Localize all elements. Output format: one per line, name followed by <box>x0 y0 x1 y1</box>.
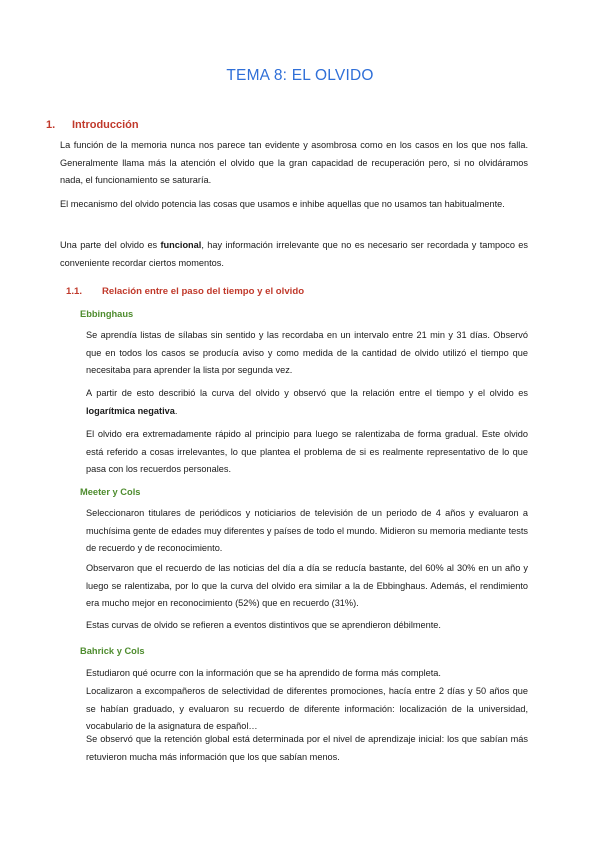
intro-paragraph-2: El mecanismo del olvido potencia las cosas que usamos e inhibe aquellas que no usamos tan habitualmente. <box>60 199 505 209</box>
section-heading-introduccion <box>46 119 139 131</box>
section-number: 1. <box>46 119 56 131</box>
meeter-paragraph-2: Observaron que el recuerdo de las noticias del día a día se reducía bastante, del 60% al 30% en un año y luego se ralentizaba, por lo que la curva del olvido era similar a la de Ebbinghaus. Además, el rendimiento era mucho mejor en reconocimiento (52%) que en recuerdo (31%). <box>86 563 528 608</box>
ebbinghaus-paragraph-2 <box>86 385 528 420</box>
intro-p3-text-a: Una parte del olvido es <box>60 240 161 250</box>
bahrick-paragraph-2: Localizaron a excompañeros de selectividad de diferentes promociones, hacía entre 2 días y 50 años que se habían graduado, y evaluaron su recuerdo de diferente información: localización de la universidad, vocabulario de la asignatura de español… <box>86 686 528 731</box>
ebbinghaus-p2-bold: logarítmica negativa <box>86 405 175 416</box>
bahrick-paragraph-3: Se observó que la retención global está determinada por el nivel de aprendizaje inicial: los que sabían más retuvieron mucha más información que los que sabían menos. <box>86 734 528 762</box>
meeter-heading: Meeter y Cols <box>80 487 141 497</box>
meeter-paragraph-1: Seleccionaron titulares de periódicos y noticiarios de televisión de un periodo de 4 años y evaluaron a muchísima gente de edades muy diferentes y países de todo el mundo. Midieron su memoria mediante tests de recuerdo y de reconocimiento. <box>86 508 528 553</box>
ebbinghaus-heading: Ebbinghaus <box>80 309 134 319</box>
ebbinghaus-paragraph-1: Se aprendía listas de sílabas sin sentido y las recordaba en un intervalo entre 21 min y 31 días. Observó que en todos los casos se producía aviso y como medida de la cantidad de olvido utilizó el tiempo que necesitaba para aprender la lista por segunda vez. <box>86 330 528 375</box>
subsection-number: 1.1. <box>66 286 83 297</box>
bahrick-paragraph-1: Estudiaron qué ocurre con la información que se ha aprendido de forma más completa. <box>86 668 441 678</box>
intro-p3-text-b: , hay información irrelevante que no es necesario ser recordada y tampoco es conveniente recordar ciertos momentos. <box>60 240 529 268</box>
subsection-title: Relación entre el paso del tiempo y el olvido <box>102 286 305 297</box>
ebbinghaus-p2-text-b: . <box>174 405 178 416</box>
ebbinghaus-paragraph-3: El olvido era extremadamente rápido al principio para luego se ralentizaba de forma gradual. Este olvido está referido a cosas irrelevantes, lo que plantea el problema de si es realmente representativo de lo que pasa con los recuerdos personales. <box>86 429 528 474</box>
intro-paragraph-3 <box>60 237 528 272</box>
page-title: TEMA 8: EL OLVIDO <box>226 67 374 84</box>
bahrick-heading: Bahrick y Cols <box>80 646 145 656</box>
intro-p3-bold: funcional <box>160 240 202 250</box>
ebbinghaus-p2-text-a: A partir de esto describió la curva del olvido y observó que la relación entre el tiempo y el olvido es <box>86 388 528 398</box>
meeter-paragraph-3: Estas curvas de olvido se refieren a eventos distintivos que se aprendieron débilmente. <box>86 620 441 630</box>
subsection-heading <box>66 286 304 297</box>
intro-paragraph-1: La función de la memoria nunca nos parece tan evidente y asombrosa como en los casos en los que nos falla. Generalmente llama más la atención el olvido que la gran capacidad de recuperación pero, si no olvidáramos nada, el funcionamiento se saturaría. <box>60 140 528 185</box>
section-title: Introducción <box>72 119 139 131</box>
